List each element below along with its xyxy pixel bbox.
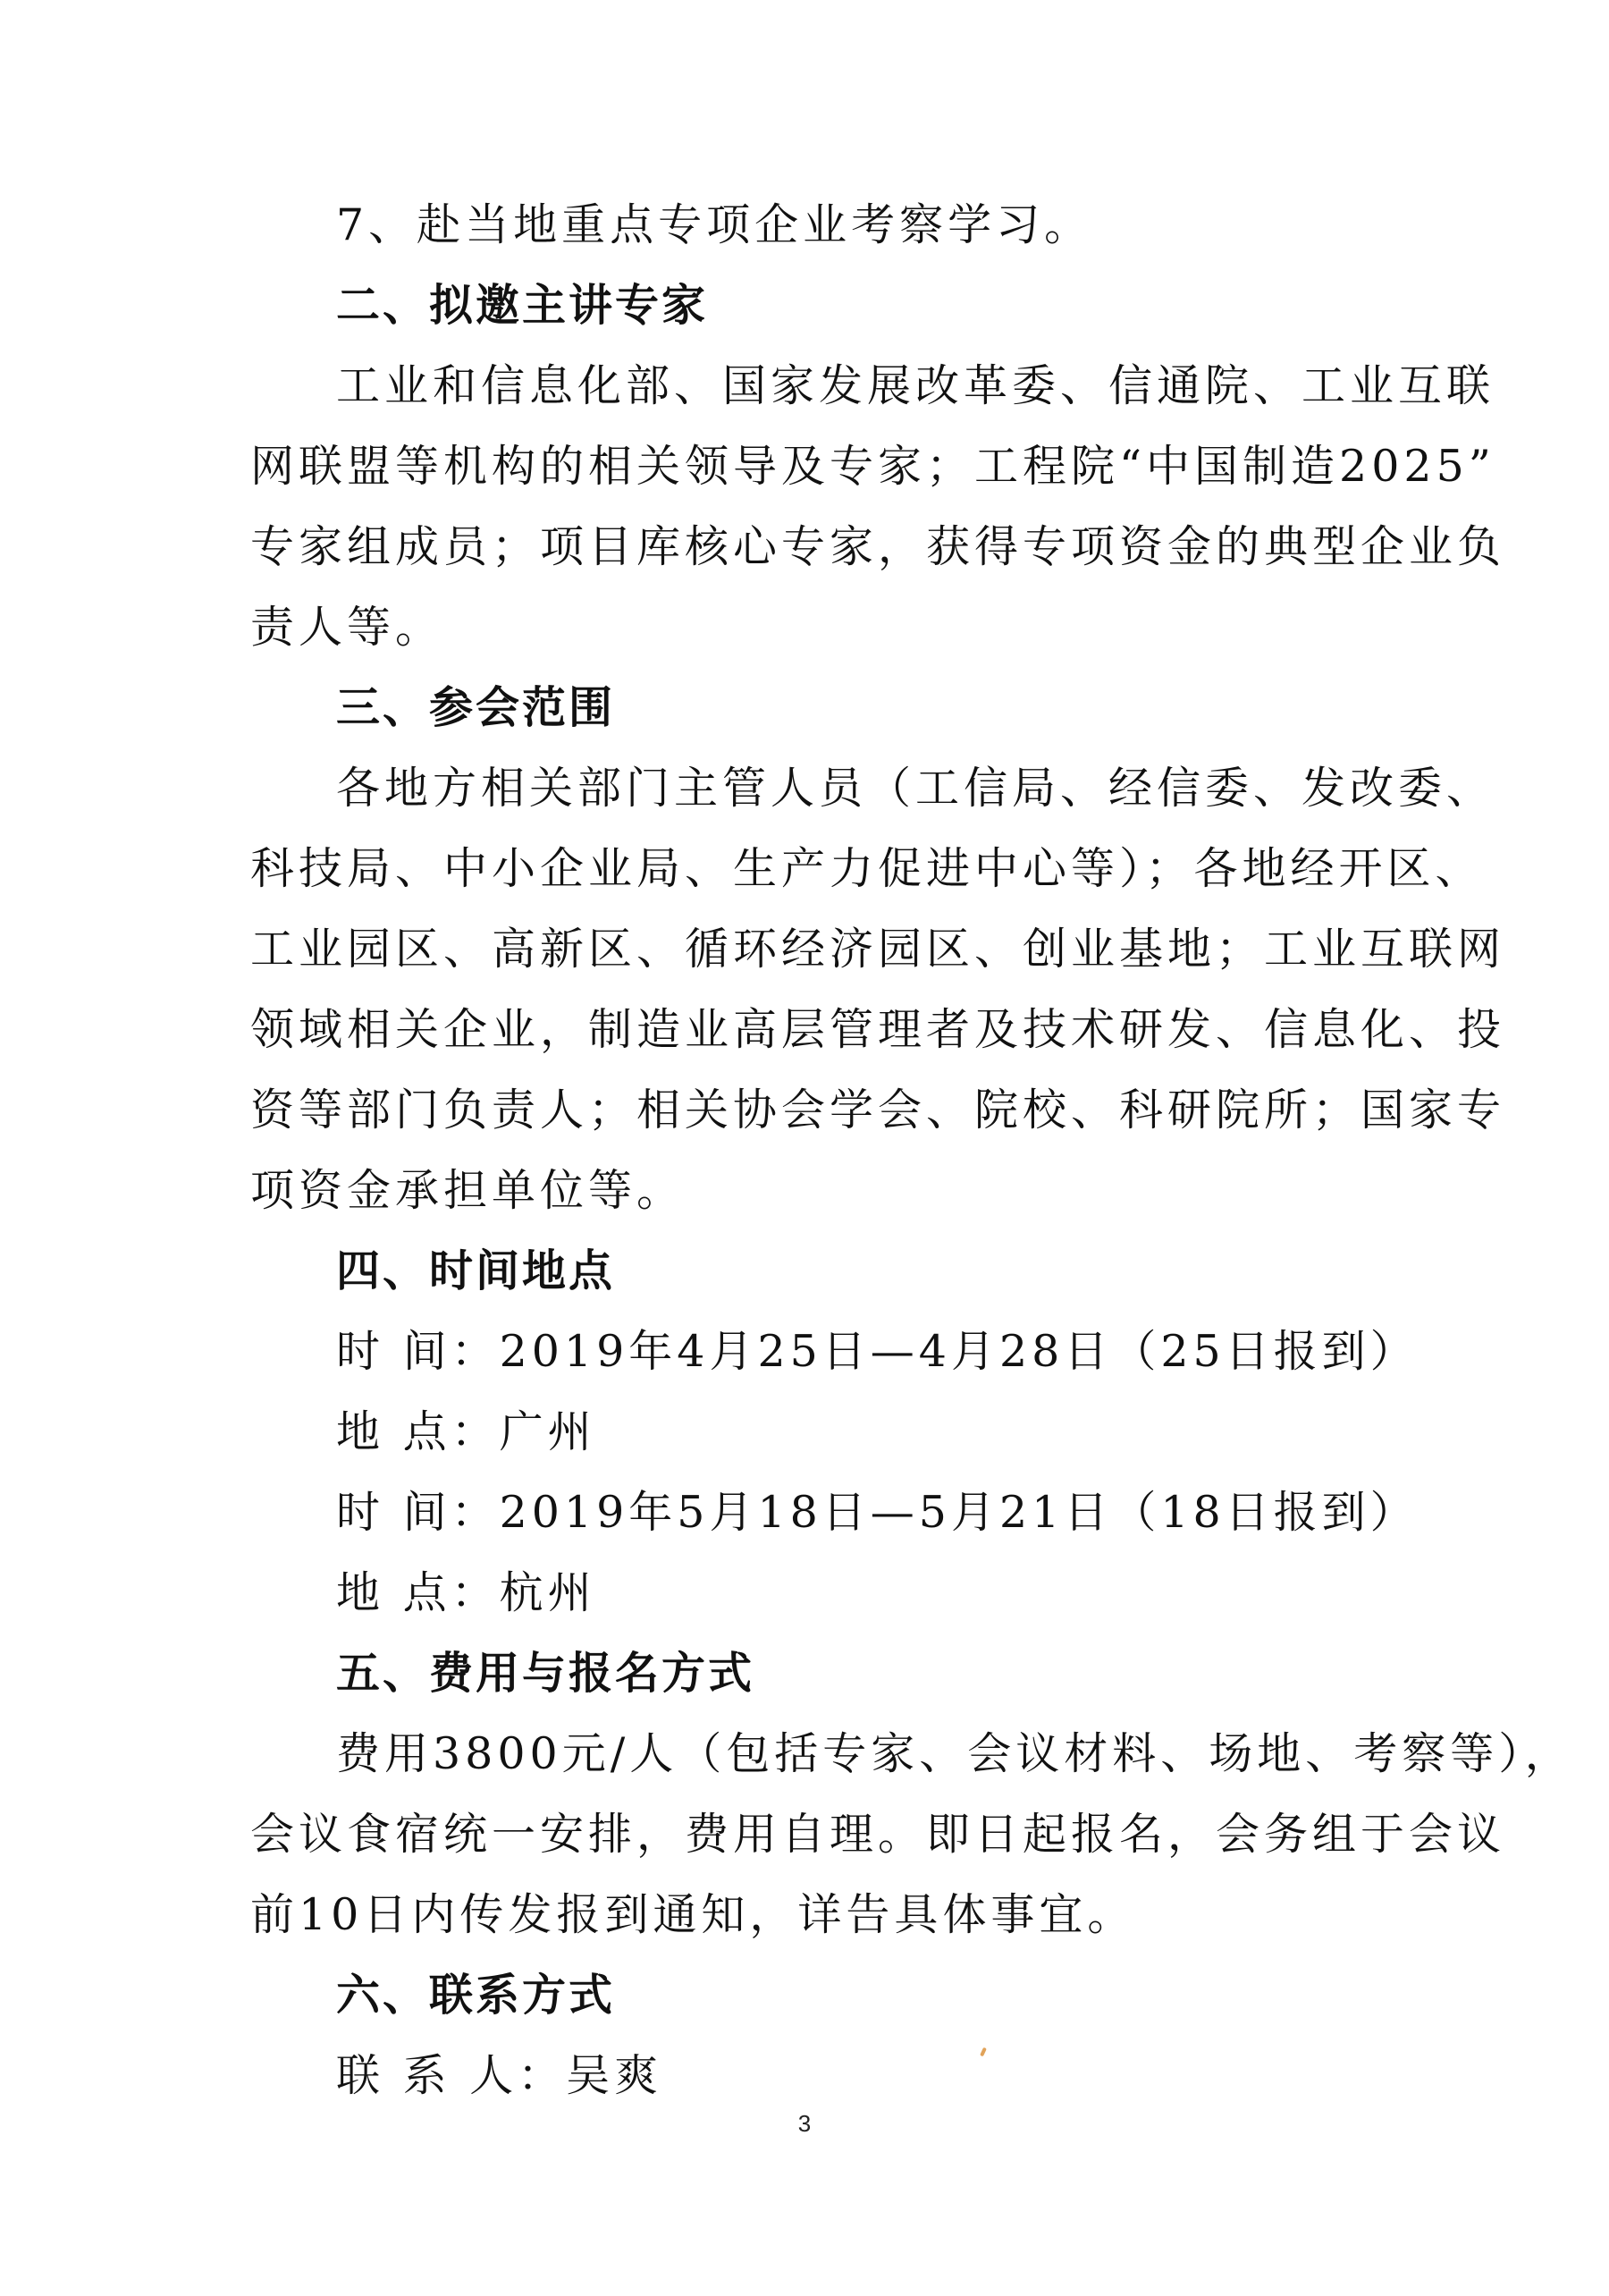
paragraph-line: 责人等。 <box>250 602 444 653</box>
paragraph-line: 前10日内传发报到通知，详告具体事宜。 <box>250 1889 1136 1940</box>
schedule-place-1: 地 点：广州 <box>336 1406 596 1457</box>
schedule-time-1: 时 间：2019年4月25日—4月28日（25日报到） <box>336 1326 1419 1377</box>
section-heading-3: 三、参会范围 <box>336 682 616 733</box>
paragraph-line: 网联盟等机构的相关领导及专家；工程院“中国制造2025” <box>250 441 1495 492</box>
list-item-7: 7、赴当地重点专项企业考察学习。 <box>336 199 1093 250</box>
paragraph-line: 费用3800元/人（包括专家、会议材料、场地、考察等）， <box>336 1728 1573 1779</box>
paragraph-line: 科技局、中小企业局、生产力促进中心等）；各地经开区、 <box>250 843 1484 894</box>
paragraph-line: 项资金承担单位等。 <box>250 1165 686 1216</box>
section-heading-4: 四、时间地点 <box>336 1245 616 1296</box>
contact-person: 联 系 人：吴爽 <box>336 2050 663 2101</box>
section-heading-5: 五、费用与报名方式 <box>336 1648 755 1699</box>
paragraph-line: 工业和信息化部、国家发展改革委、信通院、工业互联 <box>336 360 1495 411</box>
schedule-time-2: 时 间：2019年5月18日—5月21日（18日报到） <box>336 1487 1419 1538</box>
paragraph-line: 专家组成员；项目库核心专家，获得专项资金的典型企业负 <box>250 521 1506 572</box>
page-number: 3 <box>797 2110 812 2137</box>
paragraph-line: 工业园区、高新区、循环经济园区、创业基地；工业互联网 <box>250 924 1506 975</box>
section-heading-6: 六、联系方式 <box>336 1970 616 2021</box>
paragraph-line: 会议食宿统一安排，费用自理。即日起报名，会务组于会议 <box>250 1809 1506 1860</box>
paragraph-line: 领域相关企业，制造业高层管理者及技术研发、信息化、投 <box>250 1004 1506 1055</box>
schedule-place-2: 地 点：杭州 <box>336 1567 596 1618</box>
paragraph-line: 各地方相关部门主管人员（工信局、经信委、发改委、 <box>336 763 1495 814</box>
section-heading-2: 二、拟邀主讲专家 <box>336 280 709 331</box>
paragraph-line: 资等部门负责人；相关协会学会、院校、科研院所；国家专 <box>250 1085 1506 1135</box>
